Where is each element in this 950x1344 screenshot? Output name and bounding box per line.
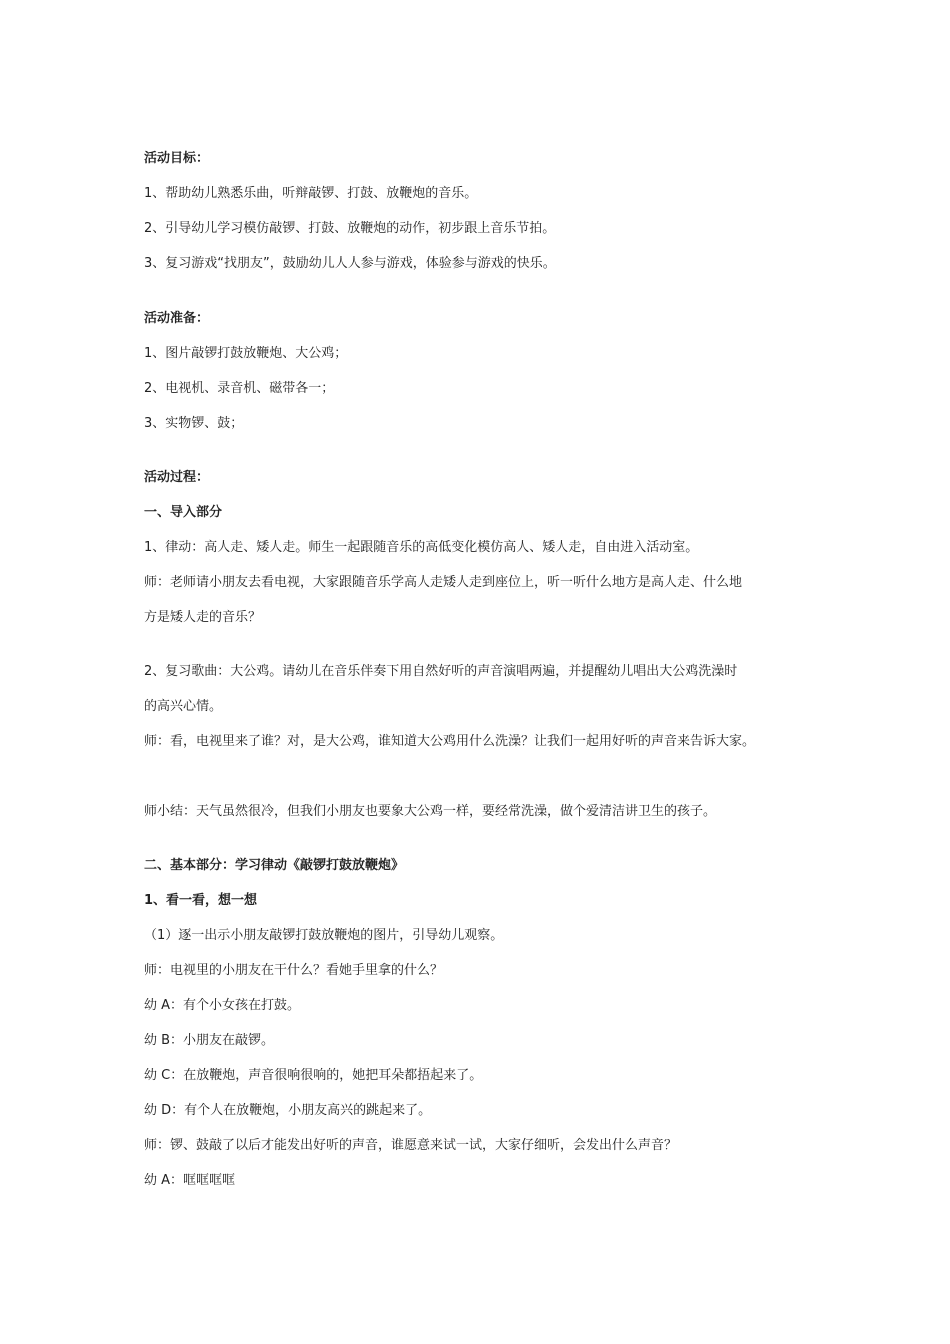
goal-item-2: 2、引导幼儿学习模仿敲锣、打鼓、放鞭炮的动作，初步跟上音乐节拍。	[144, 221, 556, 236]
preparation-item-1: 1、图片敲锣打鼓放鞭炮、大公鸡；	[144, 346, 348, 361]
preparation-item-3: 3、实物锣、鼓；	[144, 416, 244, 431]
part1-line-6: 师：看，电视里来了谁？对，是大公鸡，谁知道大公鸡用什么洗澡？让我们一起用好听的声音来告诉大家。	[144, 734, 756, 749]
part2-line-1: （1）逐一出示小朋友敲锣打鼓放鞭炮的图片，引导幼儿观察。	[144, 928, 504, 943]
process-heading: 活动过程：	[144, 470, 210, 485]
preparation-heading: 活动准备：	[144, 311, 210, 326]
part2-line-2: 师：电视里的小朋友在干什么？看她手里拿的什么？	[144, 963, 444, 978]
part2-line-3: 幼 A：有个小女孩在打鼓。	[144, 998, 301, 1013]
part1-summary: 师小结：天气虽然很冷，但我们小朋友也要象大公鸡一样，要经常洗澡，做个爱清洁讲卫生的孩子。	[144, 804, 717, 819]
goals-heading: 活动目标：	[144, 151, 210, 166]
part2-line-8: 幼 A：哐哐哐哐	[144, 1173, 236, 1188]
part2-line-6: 幼 D：有个人在放鞭炮，小朋友高兴的跳起来了。	[144, 1103, 432, 1118]
part2-line-5: 幼 C：在放鞭炮，声音很响很响的，她把耳朵都捂起来了。	[144, 1068, 483, 1083]
part2-subheading: 1、看一看，想一想	[144, 893, 258, 908]
preparation-item-2: 2、电视机、录音机、磁带各一；	[144, 381, 335, 396]
part2-heading: 二、基本部分：学习律动《敲锣打鼓放鞭炮》	[144, 858, 405, 873]
part1-line-5: 的高兴心情。	[144, 699, 223, 714]
part2-line-4: 幼 B：小朋友在敲锣。	[144, 1033, 275, 1048]
part1-line-1: 1、律动：高人走、矮人走。师生一起跟随音乐的高低变化模仿高人、矮人走，自由进入活动室。	[144, 540, 699, 555]
goal-item-1: 1、帮助幼儿熟悉乐曲，听辩敲锣、打鼓、放鞭炮的音乐。	[144, 186, 478, 201]
goal-item-3: 3、复习游戏“找朋友”，鼓励幼儿人人参与游戏，体验参与游戏的快乐。	[144, 256, 556, 271]
part1-line-4: 2、复习歌曲：大公鸡。请幼儿在音乐伴奏下用自然好听的声音演唱两遍，并提醒幼儿唱出大公鸡洗澡时	[144, 664, 738, 679]
part1-heading: 一、导入部分	[144, 505, 223, 520]
part1-line-2: 师：老师请小朋友去看电视，大家跟随音乐学高人走矮人走到座位上，听一听什么地方是高人走、什么地	[144, 575, 743, 590]
part1-line-3: 方是矮人走的音乐？	[144, 610, 262, 625]
part2-line-7: 师：锣、鼓敲了以后才能发出好听的声音，谁愿意来试一试，大家仔细听，会发出什么声音？	[144, 1138, 678, 1153]
